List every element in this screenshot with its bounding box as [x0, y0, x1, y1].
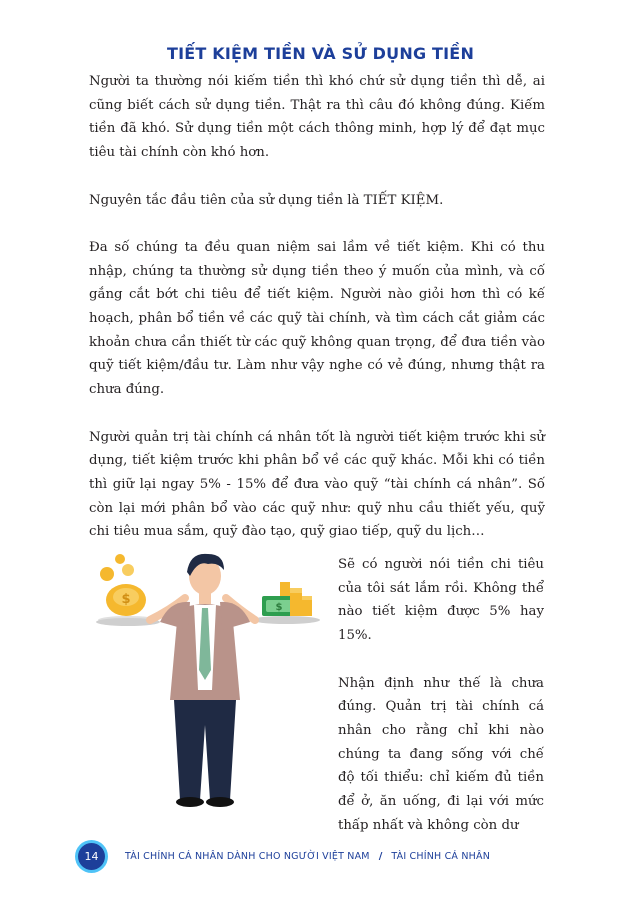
- side-text: [338, 553, 544, 861]
- footer-book-title: TÀI CHÍNH CÁ NHÂN DÀNH CHO NGƯỜI VIỆT NAM: [125, 850, 370, 862]
- side-paragraph-2: Nhận định như thế là chưa đúng. Quản trị tài chính cá nhân cho rằng chỉ khi nào chúng ta đang sống với chế độ tối thiểu: chỉ kiếm đủ tiền để ở, ăn uống, đi lại với mức thấp nhất và không còn dư: [338, 675, 544, 833]
- svg-text:$: $: [121, 592, 131, 607]
- money-stack-icon: [262, 582, 312, 616]
- svg-text:$: $: [275, 602, 283, 613]
- main-text: [89, 70, 545, 568]
- footer-chapter-title: TÀI CHÍNH CÁ NHÂN: [391, 850, 491, 862]
- piggy-bank-icon: [98, 554, 158, 624]
- paragraph-4: Người quản trị tài chính cá nhân tốt là người tiết kiệm trước khi sử dụng, tiết kiệm trước khi phân bổ về các quỹ khác. Mỗi khi có tiền thì giữ lại ngay 5% - 15% để đưa vào quỹ “tài chính cá nhân”. Số còn lại mới phân bổ vào các quỹ như: quỹ nhu cầu thiết yếu, quỹ chi tiêu mua sắm, quỹ đào tạo, quỹ giao tiếp, quỹ du lịch…: [89, 429, 545, 540]
- paragraph-1: Người ta thường nói kiếm tiền thì khó chứ sử dụng tiền thì dễ, ai cũng biết cách sử dụng tiền. Thật ra thì câu đó không đúng. Kiếm tiền đã khó. Sử dụng tiền một cách thông minh, hợp lý để đạt mục tiêu tài chính còn khó hơn.: [89, 74, 545, 161]
- footer-separator: /: [378, 850, 383, 862]
- paragraph-2: Nguyên tắc đầu tiên của sử dụng tiền là TIẾT KIỆM.: [89, 192, 444, 208]
- businessman-balancing-savings-and-money-icon: [90, 550, 320, 820]
- page-title: TIẾT KIỆM TIỀN VÀ SỬ DỤNG TIỀN: [166, 44, 475, 63]
- page-number-badge: 14: [78, 843, 105, 870]
- side-paragraph-1: Sẽ có người nói tiền chi tiêu của tôi sát lắm rồi. Không thể nào tiết kiệm được 5% hay 15%.: [338, 557, 544, 644]
- paragraph-3: Đa số chúng ta đều quan niệm sai lầm về tiết kiệm. Khi có thu nhập, chúng ta thường sử dụng tiền theo ý muốn của mình, và cố gắng cắt bớt chi tiêu để tiết kiệm. Người nào giỏi hơn thì có kế hoạch, phân bổ tiền về các quỹ tài chính, và tìm cách cắt giảm các khoản chưa cần thiết từ các quỹ không quan trọng, để đưa tiền vào quỹ tiết kiệm/đầu tư. Làm như vậy nghe có vẻ đúng, nhưng thật ra chưa đúng.: [89, 239, 545, 398]
- page-footer: [78, 842, 538, 870]
